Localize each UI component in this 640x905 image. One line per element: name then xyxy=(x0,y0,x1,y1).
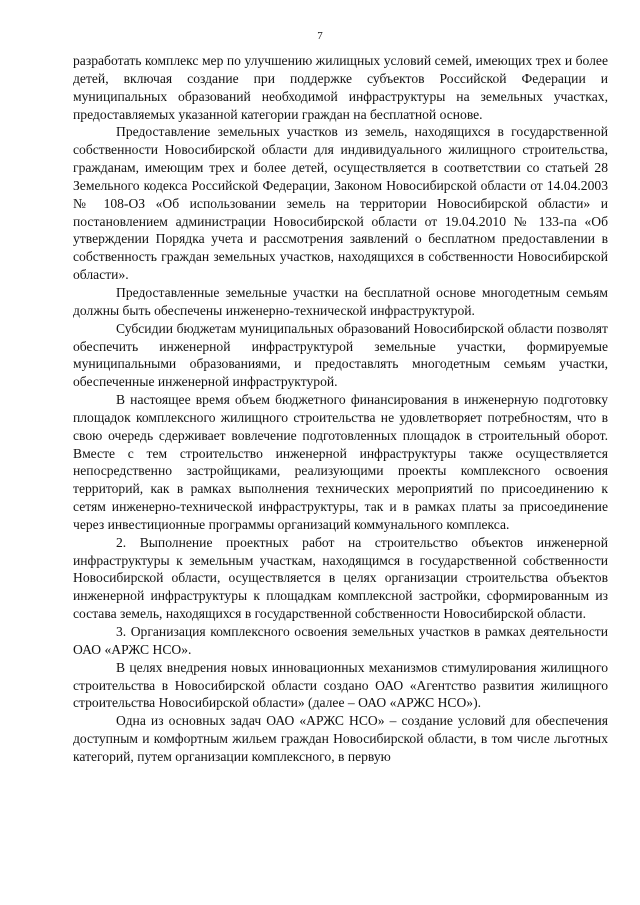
document-body xyxy=(73,52,608,766)
paragraph-item-3: 3. Организация комплексного освоения земельных участков в рамках деятельности ОАО «АРЖС НСО». xyxy=(73,624,608,657)
paragraph-arzhs-tasks: Одна из основных задач ОАО «АРЖС НСО» – создание условий для обеспечения доступным и комфортным жильем граждан Новосибирской области, в том числе льготных категорий, путем организации комплексного, в первую xyxy=(73,713,608,764)
paragraph-item-2: 2. Выполнение проектных работ на строительство объектов инженерной инфраструктуры к земельным участкам, находящимся в государственной собственности Новосибирской области, осуществляется в целях организации строительства объектов инженерной инфраструктуры к площадкам комплексной застройки, сформированным из состава земель, находящихся в государственной собственности Новосибирской области. xyxy=(73,534,608,622)
paragraph-arzhs-creation: В целях внедрения новых инновационных механизмов стимулирования жилищного строительства в Новосибирской области создано ОАО «Агентство развития жилищного строительства Новосибирской области» (далее – ОАО «АРЖС НСО»). xyxy=(73,659,608,711)
page-number: 7 xyxy=(317,30,323,42)
paragraph-subsidies: Субсидии бюджетам муниципальных образований Новосибирской области позволят обеспечить инженерной инфраструктурой земельные участки, формируемые муниципальными образованиями, и предоставлять многодетным семьям участки, обеспеченные инженерной инфраструктурой. xyxy=(73,320,608,390)
paragraph-continuation: разработать комплекс мер по улучшению жилищных условий семей, имеющих трех и более детей, включая создание при поддержке субъектов Российской Федерации и муниципальных образований необходимой инфраструктуры на земельных участках, предоставляемых указанной категории граждан на бесплатной основе. xyxy=(73,53,608,122)
paragraph-budget-financing: В настоящее время объем бюджетного финансирования в инженерную подготовку площадок комплексного жилищного строительства не удовлетворяет потребностям, что в свою очередь сдерживает вовлечение подготовленных площадок в строительный оборот. Вместе с тем строительство инженерной инфраструктуры также осуществляется непосредственно застройщиками, реализующими проекты комплексного освоения территорий, как в рамках выполнения технических мероприятий по присоединению к сетям инженерно-технической инфраструктуры, так и в рамках платы за присоединение через инвестиционные программы организаций коммунального комплекса. xyxy=(73,392,608,532)
paragraph-land-provision: Предоставление земельных участков из земель, находящихся в государственной собственности Новосибирской области для индивидуального жилищного строительства, гражданам, имеющим трех и более детей, осуществляется в соответствии со статьей 28 Земельного кодекса Российской Федерации, Законом Новосибирской области от 14.04.2003 № 108-ОЗ «Об использовании земель на территории Новосибирской области» и постановлением администрации Новосибирской области от 19.04.2010 № 133-па «Об утверждении Порядка учета и рассмотрения заявлений о бесплатном предоставлении в собственность граждан земельных участков, находящихся в собственности Новосибирской области». xyxy=(73,124,608,283)
paragraph-infrastructure-requirement: Предоставленные земельные участки на бесплатной основе многодетным семьям должны быть обеспечены инженерно-технической инфраструктурой. xyxy=(73,284,608,318)
